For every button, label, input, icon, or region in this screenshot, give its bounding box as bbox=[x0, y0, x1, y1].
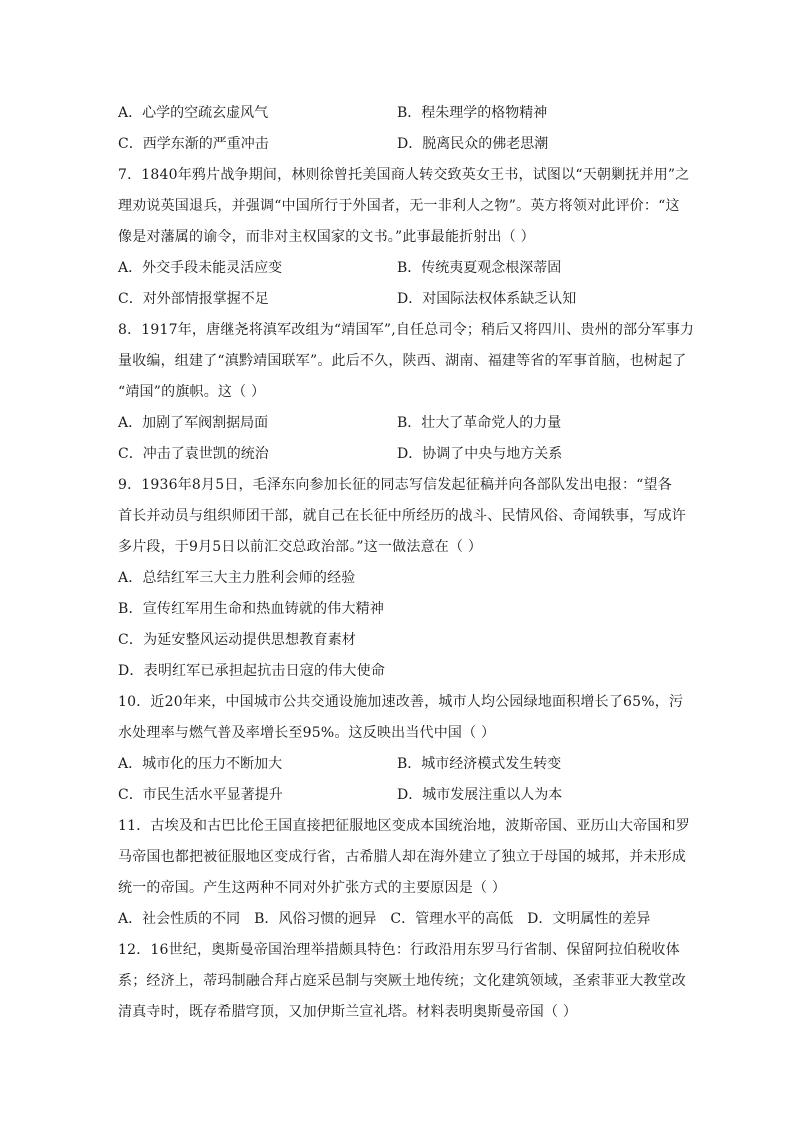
q8-option-b[interactable]: B．壮大了革命党人的力量 bbox=[397, 415, 562, 431]
q10-option-b[interactable]: B．城市经济模式发生转变 bbox=[397, 756, 562, 772]
q9-option-a[interactable]: A．总结红军三大主力胜利会师的经验 bbox=[118, 570, 356, 586]
q6-option-d[interactable]: D．脱离民众的佛老思潮 bbox=[397, 136, 549, 152]
q7-option-a[interactable]: A．外交手段未能灵活应变 bbox=[118, 260, 283, 276]
q8-options-row2 bbox=[118, 439, 678, 470]
q10-stem-line2: 水处理率与燃气普及率增长至95%。这反映出当代中国（ ） bbox=[118, 725, 496, 741]
q10-options-row1 bbox=[118, 749, 678, 780]
q7-options-row1 bbox=[118, 253, 678, 284]
q8-stem-line2: 量收编，组建了“滇黔靖国联军”。此后不久，陕西、湖南、福建等省的军事首脑，也树起了 bbox=[118, 353, 687, 369]
q7-stem-line2: 理劝说英国退兵，并强调“中国所行于外国者，无一非利人之物”。英方将领对此评价：“这 bbox=[118, 198, 680, 214]
q6-options-row2 bbox=[118, 129, 678, 160]
q11-option-c[interactable]: C．管理水平的高低 bbox=[390, 911, 514, 927]
q10-stem-line1: 10．近20年来，中国城市公共交通设施加速改善，城市人均公园绿地面积增长了65%，污 bbox=[118, 694, 684, 710]
q11-stem-line3: 统一的帝国。产生这两种不同对外扩张方式的主要原因是（ ） bbox=[118, 880, 507, 896]
q10-options-row2 bbox=[118, 780, 678, 811]
q6-option-b[interactable]: B．程朱理学的格物精神 bbox=[397, 105, 548, 121]
q12-stem-line3: 清真寺时，既存希腊穹顶，又加伊斯兰宣礼塔。材料表明奥斯曼帝国（ ） bbox=[118, 1004, 578, 1020]
q11-stem-line1: 11．古埃及和古巴比伦王国直接把征服地区变成本国统治地，波斯帝国、亚历山大帝国和罗 bbox=[118, 818, 691, 834]
q12-stem-line2: 系；经济上，蒂玛制融合拜占庭采邑制与突厥土地传统；文化建筑领域，圣索菲亚大教堂改 bbox=[118, 973, 686, 989]
q11-option-a[interactable]: A．社会性质的不同 bbox=[118, 911, 241, 927]
q12-stem-line1: 12．16世纪，奥斯曼帝国治理举措颇具特色：行政沿用东罗马行省制、保留阿拉伯税收体 bbox=[118, 942, 680, 958]
q9-stem-line2: 首长并动员与组织师团干部，就自己在长征中所经历的战斗、民情风俗、奇闻轶事，写成许 bbox=[118, 508, 686, 524]
q8-option-d[interactable]: D．协调了中央与地方关系 bbox=[397, 446, 563, 462]
q6-option-a[interactable]: A．心学的空疏玄虚风气 bbox=[118, 105, 269, 121]
q10-option-a[interactable]: A．城市化的压力不断加大 bbox=[118, 756, 283, 772]
q7-option-c[interactable]: C．对外部情报掌握不足 bbox=[118, 291, 269, 307]
q10-option-d[interactable]: D．城市发展注重以人为本 bbox=[397, 787, 563, 803]
q8-option-c[interactable]: C．冲击了袁世凯的统治 bbox=[118, 446, 269, 462]
q7-options-row2 bbox=[118, 284, 678, 315]
q8-option-a[interactable]: A．加剧了军阀割据局面 bbox=[118, 415, 269, 431]
q7-stem-line3: 像是对藩属的谕令，而非对主权国家的文书。”此事最能折射出（ ） bbox=[118, 229, 535, 245]
q7-option-b[interactable]: B．传统夷夏观念根深蒂固 bbox=[397, 260, 562, 276]
q10-option-c[interactable]: C．市民生活水平显著提升 bbox=[118, 787, 283, 803]
q11-options-row bbox=[118, 904, 678, 935]
q6-options-row1 bbox=[118, 98, 678, 129]
q9-stem-line1: 9．1936年8月5日，毛泽东向参加长征的同志写信发起征稿并向各部队发出电报：“望各 bbox=[118, 477, 672, 493]
q11-option-b[interactable]: B．风俗习惯的迥异 bbox=[254, 911, 377, 927]
q9-option-c[interactable]: C．为延安整风运动提供思想教育素材 bbox=[118, 632, 357, 648]
q8-stem-line3: “靖国”的旗帜。这（ ） bbox=[118, 384, 266, 400]
q8-stem-line1: 8．1917年，唐继尧将滇军改组为“靖国军”,自任总司令；稍后又将四川、贵州的部分军事力 bbox=[118, 322, 695, 338]
q9-stem-line3: 多片段，于9月5日以前汇交总政治部。”这一做法意在（ ） bbox=[118, 539, 483, 555]
exam-page bbox=[118, 98, 695, 1028]
q9-option-d[interactable]: D．表明红军已承担起抗击日寇的伟大使命 bbox=[118, 663, 386, 679]
q7-stem-line1: 7．1840年鸦片战争期间，林则徐曾托美国商人转交致英女王书，试图以“天朝剿抚并用”之 bbox=[118, 167, 690, 183]
q11-option-d[interactable]: D．文明属性的差异 bbox=[527, 911, 651, 927]
q8-options-row1 bbox=[118, 408, 678, 439]
q7-option-d[interactable]: D．对国际法权体系缺乏认知 bbox=[397, 291, 577, 307]
q11-stem-line2: 马帝国也都把被征服地区变成行省，古希腊人却在海外建立了独立于母国的城邦，并未形成 bbox=[118, 849, 686, 865]
q6-option-c[interactable]: C．西学东渐的严重冲击 bbox=[118, 136, 269, 152]
q9-option-b[interactable]: B．宣传红军用生命和热血铸就的伟大精神 bbox=[118, 601, 385, 617]
